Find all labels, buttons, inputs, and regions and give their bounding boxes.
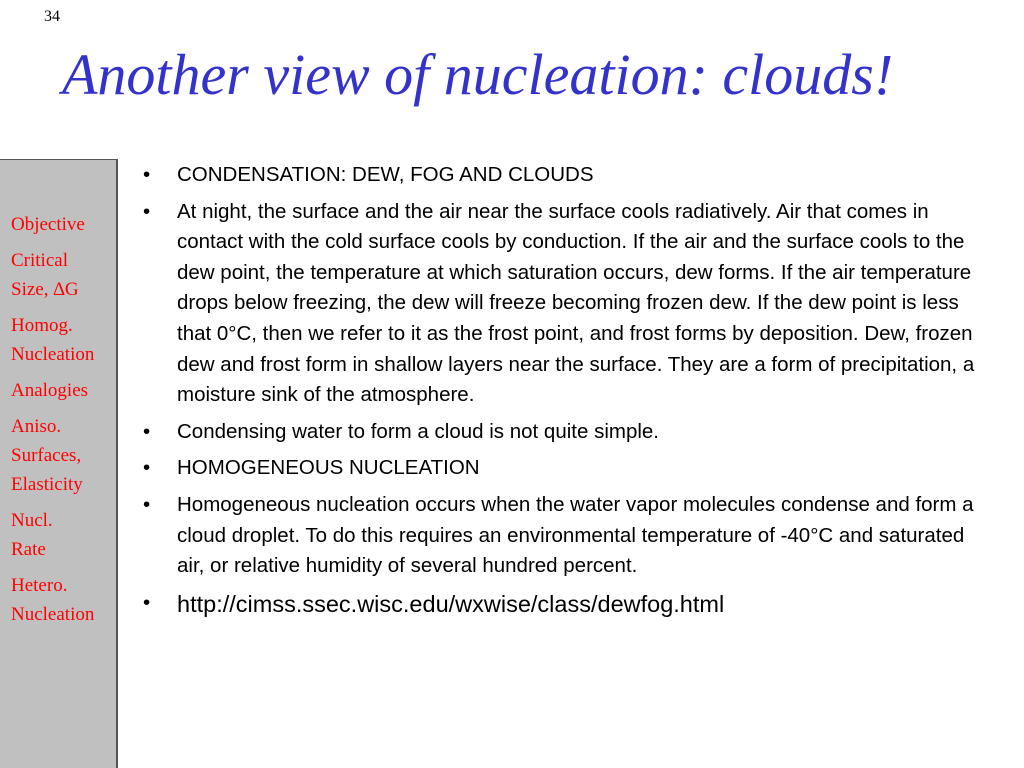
sidebar-item-label: Analogies (11, 380, 89, 401)
sidebar-item-label: Size, ∆G (11, 279, 79, 300)
sidebar-item-label: Aniso. (11, 416, 62, 437)
sidebar-item-aniso-surfaces[interactable] (11, 412, 116, 499)
slide-title: Another view of nucleation: clouds! (62, 42, 894, 107)
sidebar-item-label: Surfaces, (11, 445, 82, 466)
bullet-marker-icon: • (143, 163, 151, 186)
bullet-item (140, 160, 980, 191)
sidebar-item-homog-nucleation[interactable] (11, 311, 116, 369)
sidebar-item-hetero-nucleation[interactable] (11, 571, 116, 629)
sidebar-item-label: Elasticity (11, 474, 83, 495)
sidebar-item-analogies[interactable] (11, 376, 116, 405)
sidebar-item-label: Hetero. (11, 575, 68, 596)
sidebar-item-label: Nucl. (11, 510, 53, 531)
sidebar-item-label: Nucleation (11, 344, 95, 365)
bullet-item (140, 417, 980, 448)
sidebar-item-label: Objective (11, 214, 85, 235)
sidebar-item-critical-size[interactable] (11, 246, 116, 304)
sidebar-nav (0, 159, 118, 768)
slide-content (140, 160, 980, 626)
bullet-item (140, 453, 980, 484)
bullet-item (140, 490, 980, 582)
bullet-marker-icon: • (143, 456, 151, 480)
bullet-marker-icon: • (143, 492, 151, 516)
sidebar-item-label: Homog. (11, 315, 73, 336)
sidebar-item-label: Rate (11, 539, 46, 560)
bullet-marker-icon: • (143, 419, 151, 443)
bullet-text: At night, the surface and the air near the surface cools radiatively. Air that comes in contact with the cold surface cools by conduction. If the air and the surface cools to the dew point, the temperature at which saturation occurs, dew forms. If the air temperature drops below freezing, the dew will freeze becoming frozen dew. If the dew point is less that 0°C, then we refer to it as the frost point, and frost forms by deposition. Dew, frozen dew and frost form in shallow layers near the surface. They are a form of precipitation, a moisture sink of the atmosphere. (177, 199, 975, 407)
bullet-marker-icon: • (143, 590, 151, 614)
bullet-text: Condensing water to form a cloud is not quite simple. (177, 419, 660, 443)
bullet-text: HOMOGENEOUS NUCLEATION (177, 456, 480, 480)
sidebar-item-nucl-rate[interactable] (11, 506, 116, 564)
bullet-text: Homogeneous nucleation occurs when the water vapor molecules condense and form a cloud droplet. To do this requires an environmental temperature of -40°C and saturated air, or relative humidity of several hundred percent. (177, 492, 974, 578)
bullet-text: CONDENSATION: DEW, FOG AND CLOUDS (177, 163, 594, 186)
reference-url-link[interactable]: http://cimss.ssec.wisc.edu/wxwise/class/dewfog.html (177, 590, 725, 617)
slide-number: 34 (44, 8, 60, 25)
bullet-item-link (140, 588, 980, 620)
bullet-marker-icon: • (143, 199, 151, 223)
sidebar-item-label: Nucleation (11, 604, 95, 625)
bullet-list (140, 160, 980, 620)
bullet-item (140, 197, 980, 411)
sidebar-item-objective[interactable] (11, 210, 116, 239)
sidebar-item-label: Critical (11, 250, 68, 271)
